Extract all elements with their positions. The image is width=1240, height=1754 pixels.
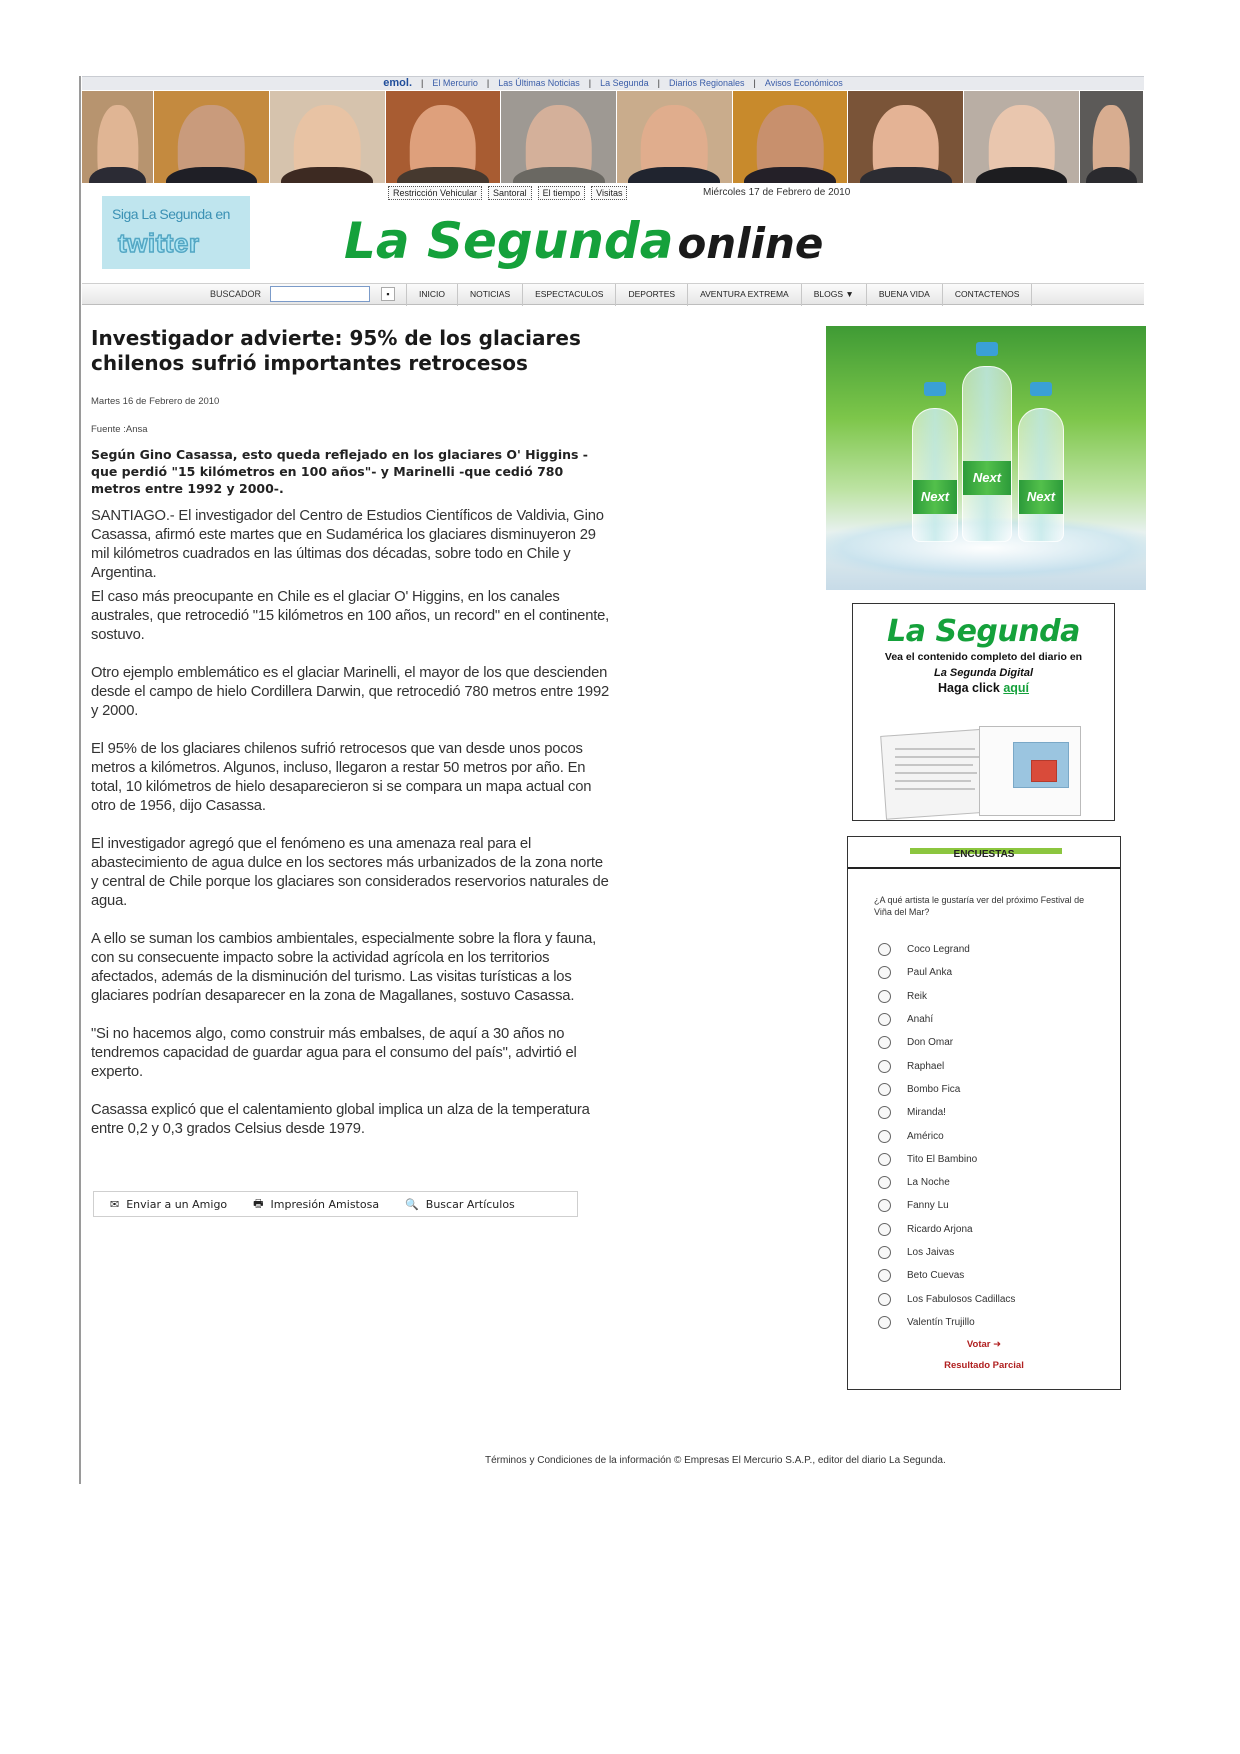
radio-button[interactable] [878, 1293, 891, 1306]
digital-line-1: Vea el contenido completo del diario en [884, 651, 1083, 663]
radio-button[interactable] [878, 966, 891, 979]
poll-option-label: Valentín Trujillo [907, 1316, 975, 1328]
poll-option[interactable] [878, 961, 1015, 984]
poll-option-label: Tito El Bambino [907, 1153, 978, 1165]
nav-item-noticias[interactable]: NOTICIAS [457, 284, 522, 306]
bottle [962, 366, 1012, 542]
columnist-photo[interactable] [386, 91, 502, 183]
separator: | [486, 78, 490, 88]
poll-option-label: Ricardo Arjona [907, 1223, 973, 1235]
nav-item-inicio[interactable]: INICIO [406, 284, 457, 306]
print-friendly-button[interactable] [253, 1195, 379, 1214]
columnist-photo[interactable] [154, 91, 270, 183]
article-paragraph: Otro ejemplo emblemático es el glaciar Marinelli, el mayor de los que descienden desde el campo de hielo Cordillera Darwin, que retrocedió 780 metros entre 1992 y 2000. [91, 665, 610, 719]
separator: | [657, 78, 660, 88]
nav-item-contactenos[interactable]: CONTACTENOS [942, 284, 1033, 306]
poll-option[interactable] [878, 1218, 1015, 1241]
la-segunda-digital-promo[interactable] [852, 603, 1115, 821]
bottle-label: Next [1019, 480, 1063, 514]
radio-button[interactable] [878, 1246, 891, 1259]
link-el-mercurio[interactable]: El Mercurio [432, 78, 478, 88]
columnist-photo[interactable] [270, 91, 386, 183]
poll-option[interactable] [878, 1054, 1015, 1077]
separator: | [421, 78, 424, 88]
poll-option-label: Coco Legrand [907, 944, 970, 956]
digital-line-3-text: Haga click [937, 681, 1000, 695]
send-to-friend-label: Enviar a un Amigo [126, 1197, 228, 1211]
nav-item-espectaculos[interactable]: ESPECTACULOS [522, 284, 615, 306]
bottle-cap [1030, 382, 1052, 396]
digital-line-2: La Segunda Digital [933, 667, 1033, 679]
radio-button[interactable] [878, 1199, 891, 1212]
article [91, 326, 611, 1158]
radio-button[interactable] [878, 1013, 891, 1026]
poll-option-label: Los Fabulosos Cadillacs [907, 1293, 1016, 1305]
logo-online: online [677, 219, 824, 268]
search-articles-button[interactable] [405, 1198, 515, 1211]
footer-legal: Términos y Condiciones de la información © Empresas El Mercurio S.A.P., editor del diario La Segunda. [485, 1455, 946, 1466]
bottle [1018, 408, 1064, 542]
nav-item-deportes[interactable]: DEPORTES [615, 284, 687, 306]
link-avisos-economicos[interactable]: Avisos Económicos [764, 78, 843, 88]
poll-widget [847, 836, 1121, 1390]
bottle-label: Next [963, 461, 1011, 495]
bottle-cap [976, 342, 998, 356]
article-date: Martes 16 de Febrero de 2010 [91, 396, 220, 407]
radio-button[interactable] [878, 1153, 891, 1166]
search-articles-label: Buscar Artículos [425, 1197, 515, 1211]
digital-brand: La Segunda [887, 614, 1080, 649]
nav-item-aventura-extrema[interactable]: AVENTURA EXTREMA [687, 284, 801, 306]
article-paragraph: Casassa explicó que el calentamiento global implica un alza de la temperatura entre 0,2 y 0,3 grados Celsius desde 1979. [91, 1102, 590, 1137]
newspaper-thumbnail [883, 722, 1083, 818]
main-navigation [82, 283, 1144, 305]
poll-option[interactable] [878, 985, 1015, 1008]
santoral-link[interactable]: Santoral [488, 186, 532, 200]
poll-header [848, 837, 1120, 869]
columnist-photo[interactable] [848, 91, 964, 183]
poll-option-label: Miranda! [907, 1107, 946, 1119]
columnist-photo[interactable] [733, 91, 849, 183]
twitter-logo: twitter [118, 228, 200, 258]
columnist-photo[interactable] [501, 91, 617, 183]
radio-button[interactable] [878, 1176, 891, 1189]
poll-option[interactable] [878, 1194, 1015, 1217]
article-source: Fuente :Ansa [91, 424, 148, 435]
top-links-bar [82, 76, 1144, 90]
poll-title: ENCUESTAS [953, 849, 1015, 860]
water-bottle-ad[interactable] [826, 326, 1146, 590]
poll-option[interactable] [878, 1101, 1015, 1124]
search-submit-button[interactable]: ▪ [381, 287, 395, 301]
separator: | [588, 78, 592, 88]
link-ultimas-noticias[interactable]: Las Últimas Noticias [498, 78, 580, 88]
twitter-badge-text: Siga La Segunda en [112, 206, 230, 222]
article-paragraph: SANTIAGO.- El investigador del Centro de Estudios Científicos de Valdivia, Gino Casassa, afirmó este martes que en Sudamérica los glaciares disminuyeron 29 mil kilómetros cuadrados en las últimas dos décadas, sobre todo en Chile y Argentina. [91, 508, 604, 581]
poll-option-label: Américo [907, 1130, 944, 1142]
poll-option[interactable] [878, 938, 1015, 961]
vote-button[interactable]: Votar ➜ [966, 1339, 1002, 1350]
poll-option-label: Fanny Lu [907, 1200, 949, 1212]
magnifier-icon: 🔍 [405, 1197, 419, 1211]
poll-option[interactable] [878, 1264, 1015, 1287]
utility-links [388, 186, 627, 200]
link-la-segunda[interactable]: La Segunda [600, 78, 649, 88]
article-paragraph: El 95% de los glaciares chilenos sufrió retrocesos que van desde unos pocos metros a kilómetros. Algunos, incluso, llegaron a restar 50 metros por año. En total, 10 kilómetros de hielo desaparecieron si se compara un mapa actual con otro de 1956, dijo Casassa. [91, 741, 592, 814]
partial-results-link[interactable]: Resultado Parcial [944, 1360, 1024, 1371]
poll-option[interactable] [878, 1171, 1015, 1194]
poll-option[interactable] [878, 1124, 1015, 1147]
radio-button[interactable] [878, 1130, 891, 1143]
nav-items [406, 284, 1032, 306]
poll-option-label: Reik [907, 990, 928, 1002]
radio-button[interactable] [878, 1106, 891, 1119]
article-paragraph: El caso más preocupante en Chile es el glaciar O' Higgins, en los canales australes, que retrocedió "15 kilómetros en 100 años, un record" en el continente, sostuvo. [91, 589, 610, 643]
article-paragraph: A ello se suman los cambios ambientales, especialmente sobre la flora y fauna, con su consecuente impacto sobre la actividad agrícola en los territorios afectados, además de la disminución del turismo. Las visitas turísticas a los glaciares podrían desaparecer en la zona de Magallanes, sostuvo Casassa. [91, 931, 597, 1004]
poll-options [878, 938, 1015, 1334]
article-lead: Según Gino Casassa, esto queda reflejado en los glaciares O' Higgins -que perdió "15 kilómetros en 100 años"- y Marinelli -que cedió 780 metros entre 1992 y 2000-. [91, 447, 588, 496]
link-diarios-regionales[interactable]: Diarios Regionales [668, 78, 745, 88]
search-input[interactable] [270, 286, 370, 302]
article-paragraph: El investigador agregó que el fenómeno es una amenaza real para el abastecimiento de agua dulce en los sectores más urbanizados de la zona norte y central de Chile porque los glaciares son considerados reservorios naturales de agua. [91, 836, 609, 909]
poll-option-label: Beto Cuevas [907, 1270, 965, 1282]
columnist-photo[interactable] [1080, 91, 1144, 183]
restriccion-vehicular-link[interactable]: Restricción Vehicular [388, 186, 482, 200]
poll-option-label: Los Jaivas [907, 1247, 955, 1258]
columnist-photo-strip [82, 91, 1144, 183]
poll-option-label: Paul Anka [907, 967, 953, 979]
poll-option-label: Bombo Fica [907, 1083, 961, 1095]
poll-option[interactable] [878, 1311, 1015, 1334]
poll-option[interactable] [878, 1148, 1015, 1171]
radio-button[interactable] [878, 1036, 891, 1049]
print-friendly-label: Impresión Amistosa [270, 1197, 380, 1211]
bottle [912, 408, 958, 542]
poll-option-label: La Noche [907, 1177, 950, 1189]
columnist-photo[interactable] [964, 91, 1080, 183]
envelope-icon: ✉ [110, 1197, 120, 1211]
columnist-photo[interactable] [82, 91, 154, 183]
poll-option-label: Don Omar [907, 1037, 954, 1049]
nav-item-buena-vida[interactable]: BUENA VIDA [866, 284, 942, 306]
nav-item-blogs[interactable]: BLOGS ▼ [801, 284, 866, 306]
article-tools-bar [93, 1191, 578, 1217]
article-headline: Investigador advierte: 95% de los glaciares chilenos sufrió importantes retrocesos [91, 326, 581, 375]
radio-button[interactable] [878, 1060, 891, 1073]
poll-option[interactable] [878, 1031, 1015, 1054]
emol-link[interactable]: emol. [383, 77, 412, 89]
poll-question: ¿A qué artista le gustaría ver del próximo Festival de Viña del Mar? [874, 895, 1085, 917]
poll-option-label: Raphael [907, 1060, 945, 1072]
bottle-label: Next [913, 480, 957, 514]
search-label: BUSCADOR [210, 289, 262, 299]
logo-la-segunda: La Segunda [344, 212, 674, 270]
el-tiempo-link[interactable]: El tiempo [538, 186, 586, 200]
visitas-link[interactable]: Visitas [591, 186, 627, 200]
columnist-photo[interactable] [617, 91, 733, 183]
digital-line-3 [853, 681, 1114, 695]
poll-option[interactable] [878, 1078, 1015, 1101]
current-date: Miércoles 17 de Febrero de 2010 [703, 187, 851, 198]
article-body [91, 507, 611, 1139]
poll-option[interactable] [878, 1287, 1015, 1310]
poll-option[interactable] [878, 1008, 1015, 1031]
separator: | [753, 78, 756, 88]
radio-button[interactable] [878, 990, 891, 1003]
radio-button[interactable] [878, 1316, 891, 1329]
send-to-friend-button[interactable] [110, 1198, 227, 1211]
bottle-cap [924, 382, 946, 396]
radio-button[interactable] [878, 1223, 891, 1236]
radio-button[interactable] [878, 943, 891, 956]
printer-icon: 🖶 [253, 1196, 264, 1210]
twitter-follow-badge[interactable] [102, 196, 250, 269]
page-left-rule [79, 76, 81, 1484]
poll-option-label: Anahí [907, 1014, 934, 1026]
poll-option[interactable] [878, 1241, 1015, 1264]
radio-button[interactable] [878, 1083, 891, 1096]
digital-here-link[interactable]: aquí [1003, 681, 1030, 695]
site-logo[interactable] [344, 212, 823, 272]
radio-button[interactable] [878, 1269, 891, 1282]
article-paragraph: "Si no hacemos algo, como construir más embalses, de aquí a 30 años no tendremos capacidad de guardar agua para el consumo del país", advirtió el experto. [91, 1026, 577, 1080]
